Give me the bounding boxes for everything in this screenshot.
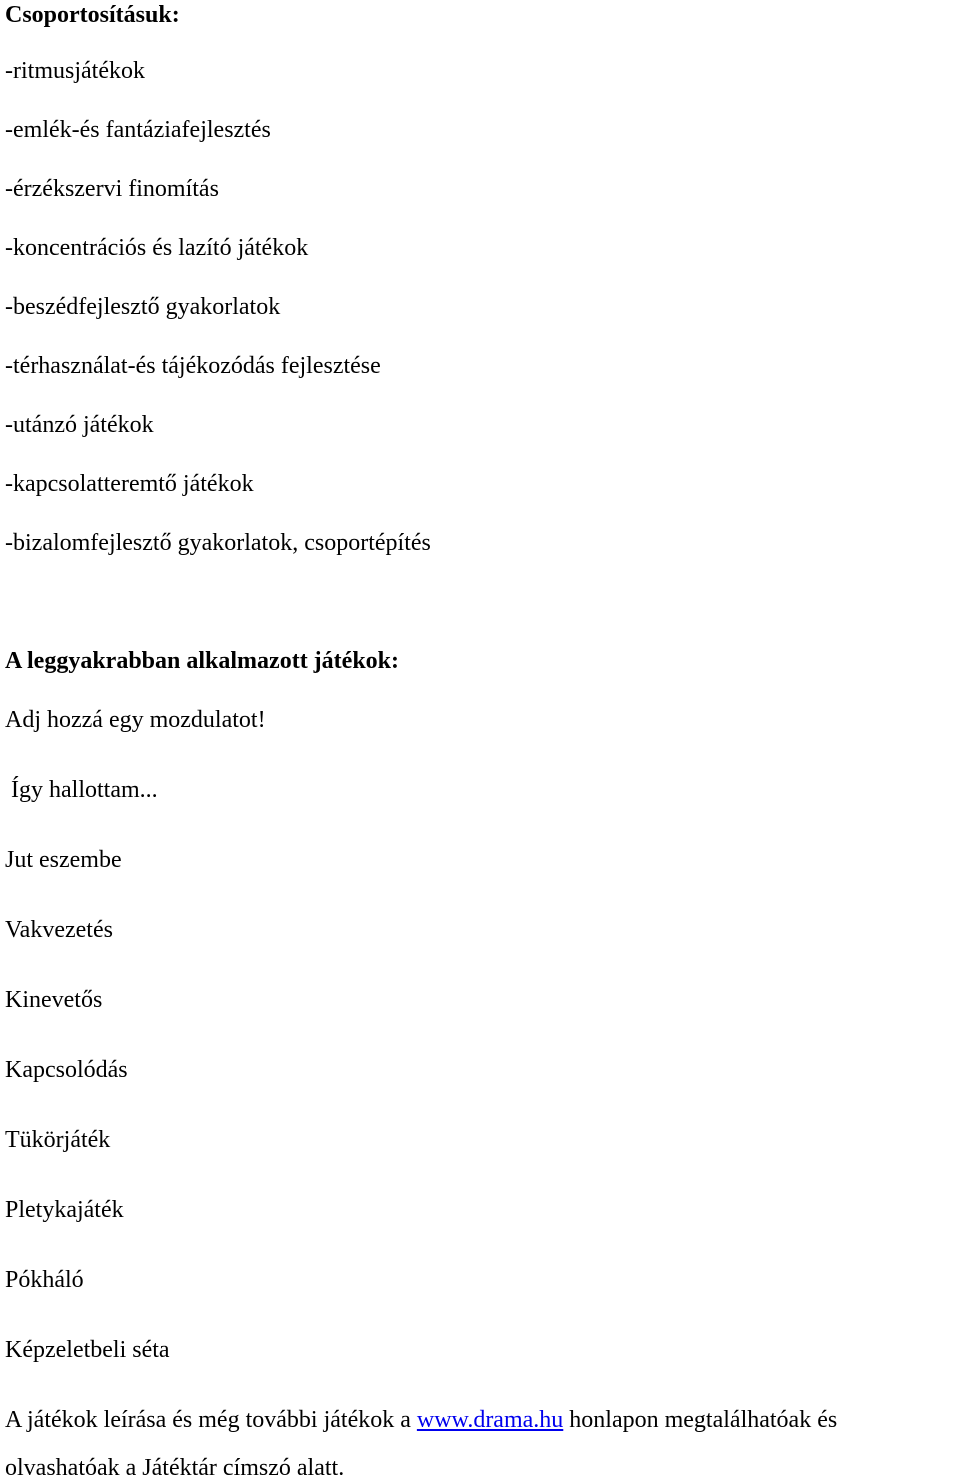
grouping-item-connection: -kapcsolatteremtő játékok <box>5 471 254 497</box>
grouping-heading: Csoportosításuk: <box>5 2 180 28</box>
game-item: Pókháló <box>5 1267 84 1293</box>
game-item: Kinevetős <box>5 987 103 1013</box>
footer-text-after-link: honlapon megtalálhatóak és <box>563 1407 838 1433</box>
game-item: Kapcsolódás <box>5 1057 128 1083</box>
game-item: Vakvezetés <box>5 917 113 943</box>
grouping-item-concentration: -koncentrációs és lazító játékok <box>5 235 309 261</box>
footer-line-1 <box>5 1405 837 1435</box>
grouping-item-sensory: -érzékszervi finomítás <box>5 176 219 202</box>
game-item: Így hallottam... <box>5 777 158 803</box>
game-item: Adj hozzá egy mozdulatot! <box>5 707 266 733</box>
grouping-item-speech: -beszédfejlesztő gyakorlatok <box>5 294 281 320</box>
games-heading: A leggyakrabban alkalmazott játékok: <box>5 648 400 674</box>
grouping-item-memory-fantasy: -emlék-és fantáziafejlesztés <box>5 117 271 143</box>
footer-text-before-link: A játékok leírása és még további játékok a <box>5 1407 417 1433</box>
footer-line-2: olvashatóak a Játéktár címszó alatt. <box>5 1455 345 1481</box>
grouping-item-space-orientation: -térhasználat-és tájékozódás fejlesztése <box>5 353 381 379</box>
grouping-item-imitation: -utánzó játékok <box>5 412 154 438</box>
game-item: Képzeletbeli séta <box>5 1337 170 1363</box>
game-item: Pletykajáték <box>5 1197 124 1223</box>
game-item: Jut eszembe <box>5 847 122 873</box>
grouping-item-rhythm: -ritmusjátékok <box>5 58 145 84</box>
drama-website-link[interactable]: www.drama.hu <box>416 1407 564 1433</box>
grouping-item-trust: -bizalomfejlesztő gyakorlatok, csoportépítés <box>5 530 431 556</box>
game-item: Tükörjáték <box>5 1127 111 1153</box>
